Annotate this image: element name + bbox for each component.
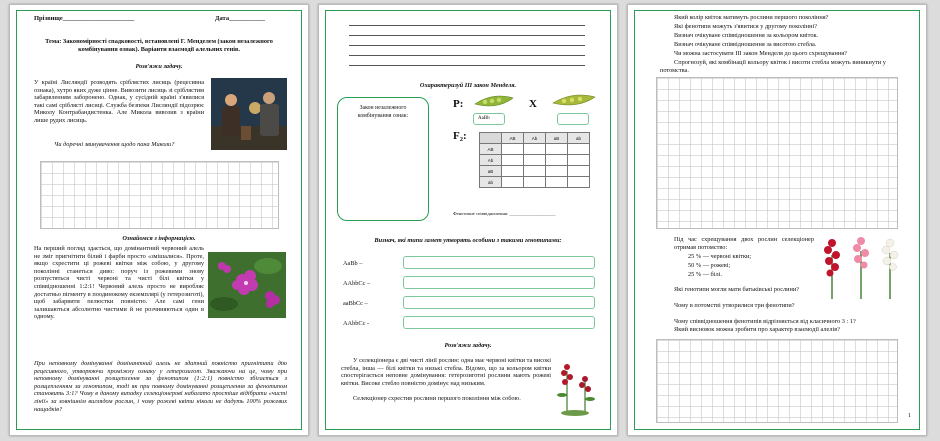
question-4: Визнач очікуване співвідношення за висотою стебла. (674, 41, 817, 48)
punnett-cell[interactable] (524, 155, 546, 166)
punnett-cell[interactable] (546, 177, 568, 188)
punnett-cell[interactable] (524, 144, 546, 155)
gametes-answer[interactable] (403, 276, 595, 289)
answer-grid-3a[interactable] (656, 77, 898, 229)
genotype-label: AaBb – (343, 260, 363, 267)
result-white: 25 % — білі. (688, 271, 722, 278)
worksheet-page-2 (318, 4, 618, 436)
pea-pod-right (551, 93, 597, 109)
punnett-cell[interactable] (568, 155, 590, 166)
punnett-corner (480, 133, 502, 144)
snapdragon-colors-photo (818, 237, 904, 301)
answer-grid-3b[interactable] (656, 339, 898, 423)
punnett-cell[interactable] (568, 166, 590, 177)
writing-line (349, 45, 585, 46)
punnett-col-header: ab (568, 133, 590, 144)
punnett-cell[interactable] (502, 155, 524, 166)
genotype-label: AAbbCc - (343, 320, 370, 327)
surname-field: Прізвище______________________ (34, 15, 135, 22)
writing-line (349, 35, 585, 36)
parent-genotype-right[interactable] (557, 113, 589, 125)
gametes-heading: Визнач, які типи гамет утворять особини з такими генотипами: (374, 237, 562, 244)
cross-symbol: X (529, 98, 537, 110)
parents-label: P: (453, 98, 464, 110)
page-number: 1 (908, 413, 911, 419)
pea-pod-left (473, 94, 515, 110)
punnett-cell[interactable] (502, 177, 524, 188)
question-b2: Чому в потомстві утворилися три фенотипи? (674, 302, 795, 309)
question-5: Чи можна застосувати ІІІ закон Менделя до цього схрещування? (674, 50, 847, 57)
punnett-col-header: aB (546, 133, 568, 144)
genotype-label: AAbbCc – (343, 280, 371, 287)
writing-line (349, 65, 585, 66)
parent-genotype-text: AaBb (478, 116, 490, 121)
task2-text: У селекціонера є дві чисті лінії рослин: одна має червоні квітки та високі стебла, інша — білі квітки та низькі стебла. Відомо, що за кольором квітки спостерігається неповне домінування: гетерозиготні рослини мають рожеві квітки. Високе стебло повністю домінує над низьким. (341, 357, 551, 387)
writing-line (349, 55, 585, 56)
law-label: Закон незалежного комбінування ознак: (357, 105, 409, 119)
punnett-cell[interactable] (524, 177, 546, 188)
date-field: Дата___________ (215, 15, 265, 22)
genotype-label: aaBbCc – (343, 300, 368, 307)
incomplete-dominance-question: При неповному домінуванні домінантний алель не здатний повністю пригнітити дію рецесивного, утворюючи проміжну ознаку у гетерозигот. Зважаючи на це, чому при неповному домінуванні розщеплення за фенотипом (1:2:1) повністю збігається з розщепленням за генотипом, тоді як при повному домінуванні розщеплення за фенотипом становить 3:1? Чому в даному випадку селекціонерові набагато простіше відібрати «чисті лінії» за зовнішнім виглядом рослин, і чому рожеві квіти ніколи не дадуть 100% рожевих нащадків? (34, 360, 287, 413)
worksheet-page-3 (627, 4, 927, 436)
punnett-row-header: Ab (480, 155, 502, 166)
punnett-row-header: AB (480, 144, 502, 155)
punnett-square (479, 132, 590, 188)
punnett-cell[interactable] (568, 177, 590, 188)
task2-text-continued: Селекціонер схрестив рослини першого покоління між собою. (353, 395, 521, 402)
worksheet-page-1 (9, 4, 309, 436)
task2-heading: Розв'яжи задачу. (444, 342, 492, 349)
punnett-cell[interactable] (568, 144, 590, 155)
pink-flower-photo (208, 252, 286, 318)
punnett-cell[interactable] (546, 144, 568, 155)
question-b4: Який висновок можна зробити про характер взаємодії алелів? (674, 326, 840, 333)
punnett-cell[interactable] (502, 144, 524, 155)
lesson-title: Тема: Закономірності спадковості, встановлені Г. Менделем (закон незалежного комбінування ознак). Варіанти взаємодії алельних генів. (45, 38, 273, 53)
phenotype-ratio-label: Фенотипне співвідношення: ____________________ (453, 211, 556, 216)
cross-intro: Під час схрещування двох рослин селекціонер отримав потомство: (674, 236, 814, 251)
task-question: Чи доречні звинувачення щодо пана Миколи? (54, 141, 175, 148)
question-1: Який колір квіток матимуть рослини першого покоління? (674, 14, 829, 21)
answer-grid-1[interactable] (40, 161, 279, 229)
info-text: На перший погляд здається, що домінантний червоний алель не зміг пригнітити білий і фарби просто «змішалися». Проте, якщо схрестити ці рожеві квітки між собою, у другому поколінні станеться диво: поруч із рожевими знову розпустяться чисті червоні та чисті білі квітки у співвідношенні 1:2:1! Червоний алель просто не виробляє достатньо пігменту в поодинокому екземплярі (у гетерозиготі), щоб забарвити пелюстки повністю. Але самі гени залишаються абсолютно чистими й не розчиняються один в одному. (34, 245, 204, 321)
question-6: Спрогнозуй, які комбінації кольору квіток і висоти стебла можуть виникнути у потомства. (660, 59, 886, 74)
task-heading: Розв'яжи задачу. (135, 63, 183, 70)
question-2: Які фенотипи можуть з'явитися у другому поколінні? (674, 23, 818, 30)
punnett-col-header: Ab (524, 133, 546, 144)
gametes-answer[interactable] (403, 296, 595, 309)
punnett-row-header: ab (480, 177, 502, 188)
gametes-answer[interactable] (403, 256, 595, 269)
info-heading: Ознайомся з інформацією. (122, 235, 196, 242)
task-text: У країні Лисляндії розводять сріблястих лисиць (рецесивна ознака), хутро яких дуже цінне. Вивозити лисиць зі сріблястим забарвленням заборонено. Однак, у сусідній країні з'явилися такі самі сріблясті лисиці. Служба безпеки Лисляндії підозрює Миколу Контрабандистенка. Але Микола вивозив з країни лише рудих лисиць. (34, 79, 204, 124)
writing-line (349, 25, 585, 26)
smugglers-illustration (211, 78, 287, 150)
f2-label: F₂: (453, 130, 467, 142)
punnett-col-header: AB (502, 133, 524, 144)
gametes-answer[interactable] (403, 316, 595, 329)
snapdragon-illustration (555, 361, 595, 417)
characterize-heading: Охарактеризуй ІІІ закон Менделя. (419, 82, 517, 89)
punnett-cell[interactable] (502, 166, 524, 177)
question-b3: Чому співвідношення фенотипів відрізняється від класичного 3 : 1? (674, 318, 856, 325)
question-b1: Які генотипи могли мати батьківські рослини? (674, 286, 800, 293)
punnett-cell[interactable] (524, 166, 546, 177)
result-pink: 50 % — рожеві; (688, 262, 731, 269)
punnett-row-header: aB (480, 166, 502, 177)
question-3: Визнач очікуване співвідношення за кольором квіток. (674, 32, 819, 39)
result-red: 25 % — червоні квітки; (688, 253, 752, 260)
punnett-cell[interactable] (546, 155, 568, 166)
punnett-cell[interactable] (546, 166, 568, 177)
